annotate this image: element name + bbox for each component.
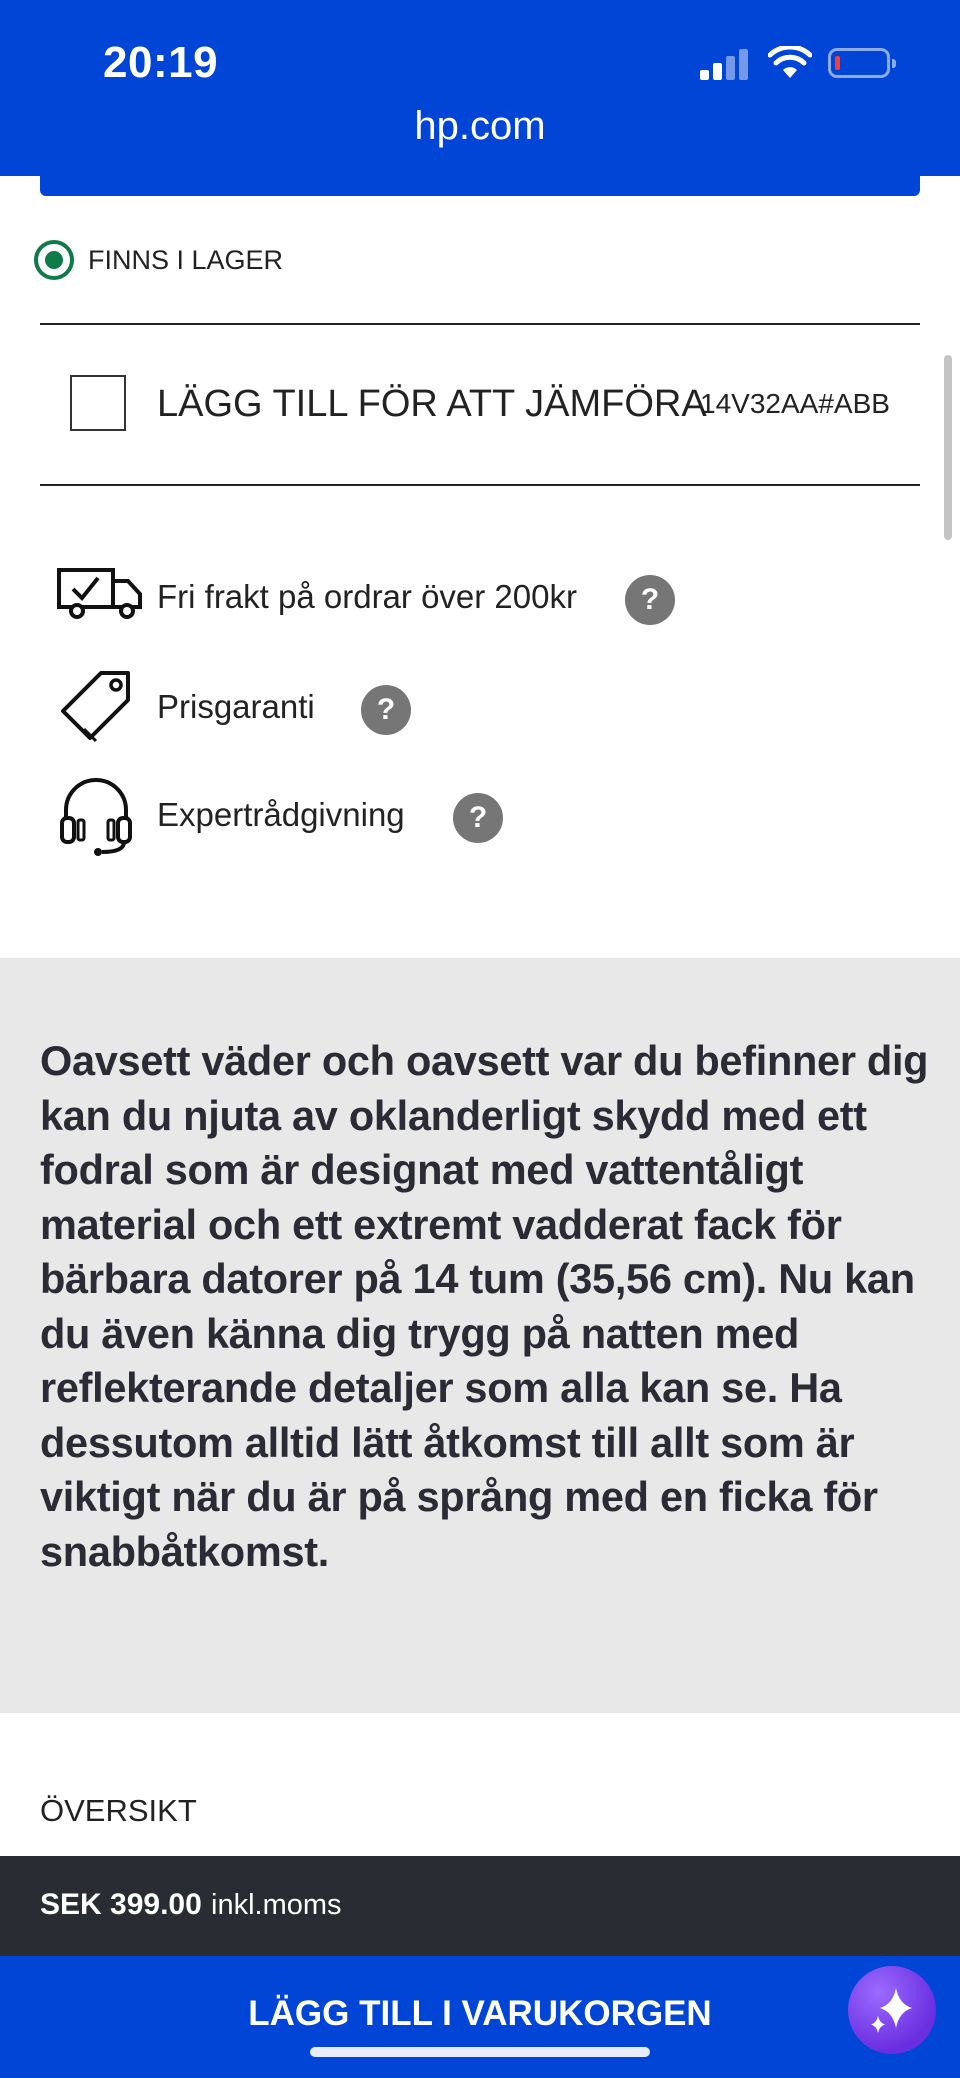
add-to-cart-button[interactable] [0,1956,960,2078]
help-icon[interactable]: ? [625,575,675,625]
help-icon[interactable]: ? [361,685,411,735]
price-value: SEK 399.00 [40,1888,202,1921]
signal-icon [700,48,750,80]
divider [40,323,920,325]
scrollbar[interactable] [944,355,952,540]
home-indicator[interactable] [310,2047,650,2057]
feature-price-guarantee [0,663,960,753]
feature-free-shipping [0,555,960,645]
wifi-icon [768,46,812,80]
assistant-button[interactable] [848,1966,936,2054]
feature-expert-advice [0,772,960,862]
in-stock-icon [34,240,74,280]
compare-label[interactable]: LÄGG TILL FÖR ATT JÄMFÖRA [157,383,707,425]
divider [40,484,920,486]
delivery-truck-icon [56,565,144,621]
price-bar [0,1856,960,1956]
overview-heading[interactable]: ÖVERSIKT [40,1793,197,1828]
battery-low-icon [828,48,890,78]
price-tax-note: inkl.moms [211,1889,342,1921]
add-to-cart-label: LÄGG TILL I VARUKORGEN [248,1994,712,2033]
feature-label: Fri frakt på ordrar över 200kr [157,578,577,615]
url-bar[interactable]: hp.com [414,104,546,148]
headset-icon [58,774,134,858]
stock-label: FINNS I LAGER [88,245,284,275]
price-tag-icon [56,669,136,745]
compare-checkbox[interactable] [70,375,126,431]
product-description: Oavsett väder och oavsett var du befinner dig kan du njuta av oklanderligt skydd med ett fodral som är designat med vattentåligt material och ett extremt vadderat fack för bärbara datorer på 14 tum (35,56 cm). Nu kan du även känna dig trygg på natten med reflekterande detaljer som alla kan se. Ha dessutom alltid lätt åtkomst till allt som är viktigt när du är på språng med en ficka för snabbåtkomst. [40,1037,929,1575]
header-button-edge [40,176,920,196]
product-sku: 14V32AA#ABB [700,388,890,419]
feature-label: Prisgaranti [157,688,315,725]
browser-header [0,0,960,176]
status-time: 20:19 [103,38,219,87]
feature-label: Expertrådgivning [157,796,405,833]
sparkle-icon [848,1966,936,2054]
help-icon[interactable]: ? [453,793,503,843]
